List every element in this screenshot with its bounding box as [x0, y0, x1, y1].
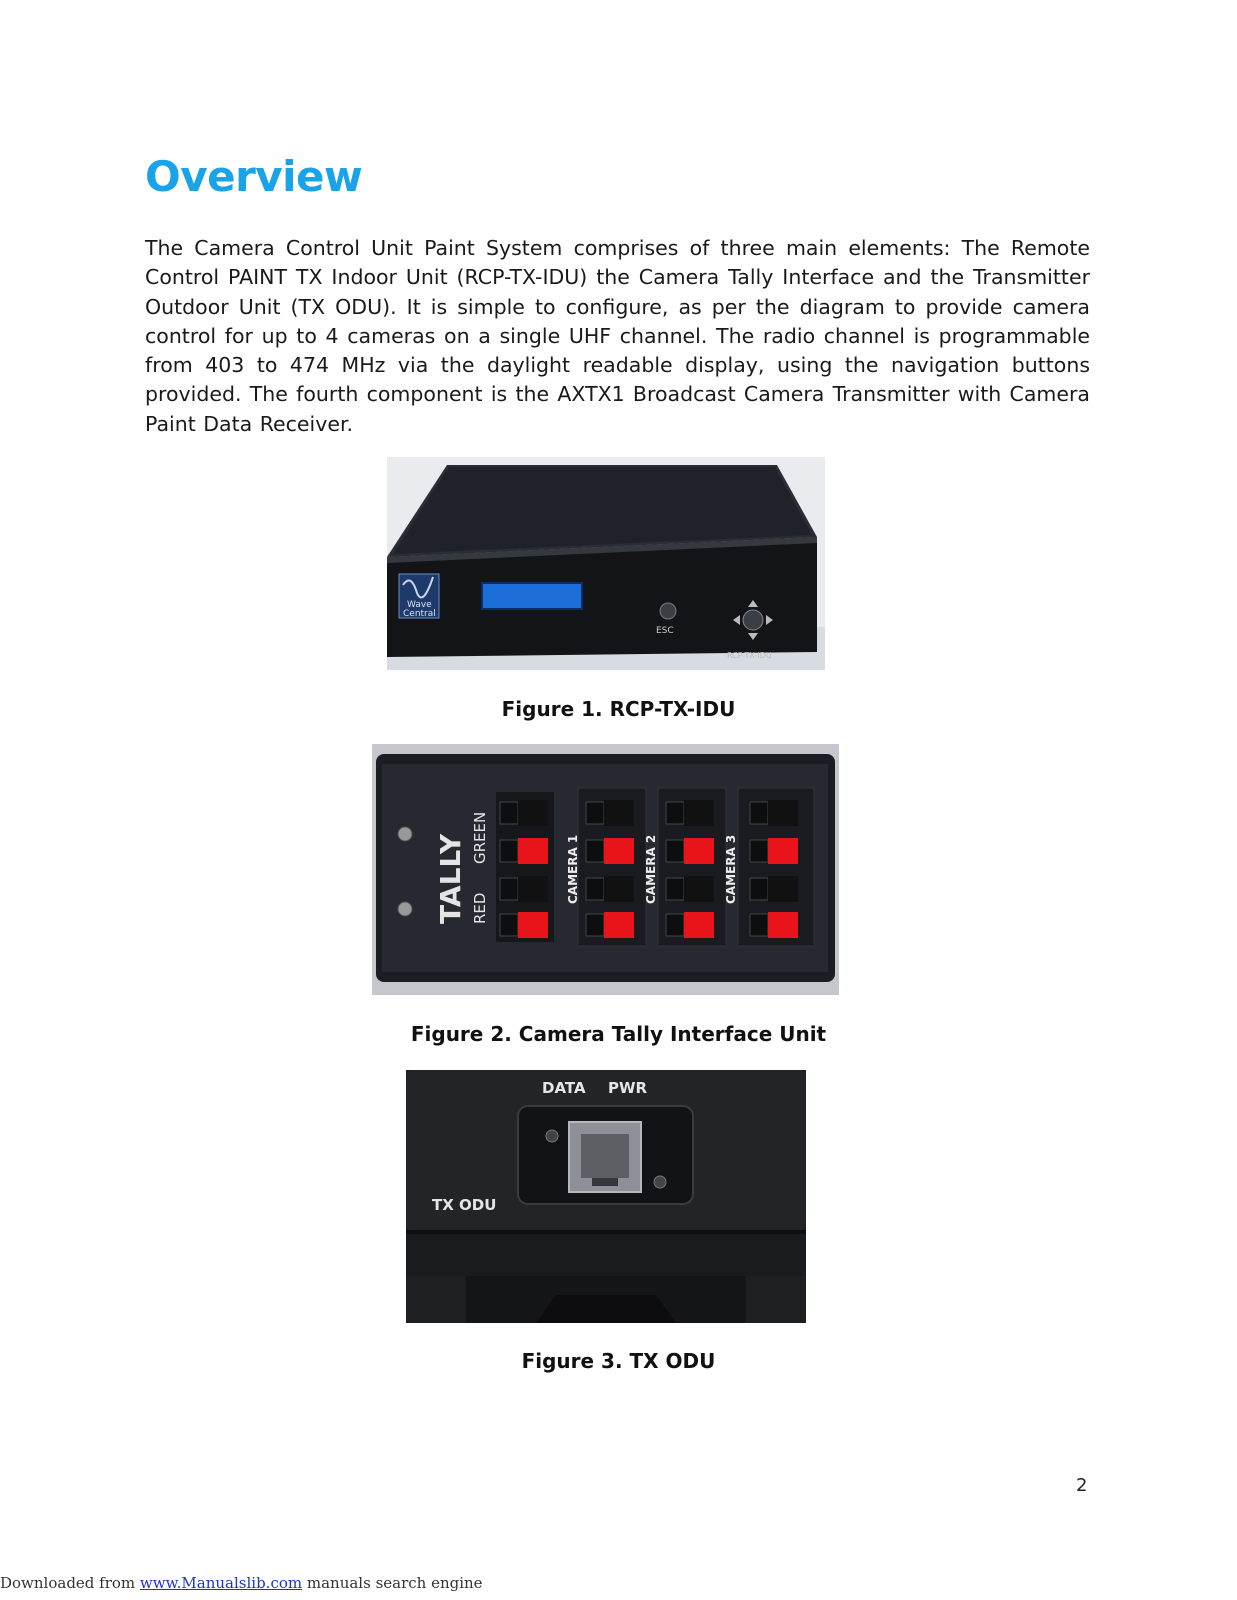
esc-label: ESC — [656, 626, 674, 636]
tx-odu-label: TX ODU — [432, 1196, 497, 1214]
footer-suffix: manuals search engine — [302, 1574, 483, 1592]
download-footer — [0, 1574, 483, 1592]
page-title: Overview — [145, 152, 363, 201]
camera-1-label: CAMERA 1 — [566, 834, 580, 904]
figure-1-caption: Figure 1. RCP-TX-IDU — [501, 697, 736, 721]
logo-text-wave: Wave — [407, 600, 432, 610]
logo-text-central: Central — [403, 609, 436, 619]
data-label: DATA — [542, 1079, 586, 1097]
camera-3-label: CAMERA 3 — [724, 834, 738, 904]
figure-tx-odu-photo — [406, 1070, 806, 1323]
model-label: RCP-TX-IDU — [727, 651, 772, 660]
figure-3-caption: Figure 3. TX ODU — [521, 1349, 716, 1373]
figure-tally-interface-photo — [372, 744, 839, 995]
footer-prefix: Downloaded from — [0, 1574, 140, 1592]
page-number: 2 — [1076, 1475, 1088, 1496]
figure-rcp-tx-idu-photo — [387, 457, 825, 670]
green-label: GREEN — [471, 811, 489, 864]
overview-paragraph: The Camera Control Unit Paint System comprises of three main elements: The Remote Control PAINT TX Indoor Unit (RCP-TX-IDU) the Camera Tally Interface and the Transmitter Outdoor Unit (TX ODU). It is simple to configure, as per the diagram to provide camera control for up to 4 cameras on a single UHF channel. The radio channel is programmable from 403 to 474 MHz via the daylight readable display, using the navigation buttons provided. The fourth component is the AXTX1 Broadcast Camera Transmitter with Camera Paint Data Receiver. — [145, 236, 1090, 436]
red-label: RED — [471, 892, 489, 924]
pwr-label: PWR — [608, 1079, 648, 1097]
tally-label: TALLY — [434, 833, 467, 924]
manualslib-link[interactable]: www.Manualslib.com — [139, 1574, 303, 1592]
camera-2-label: CAMERA 2 — [644, 834, 658, 904]
figure-2-caption: Figure 2. Camera Tally Interface Unit — [410, 1022, 827, 1046]
